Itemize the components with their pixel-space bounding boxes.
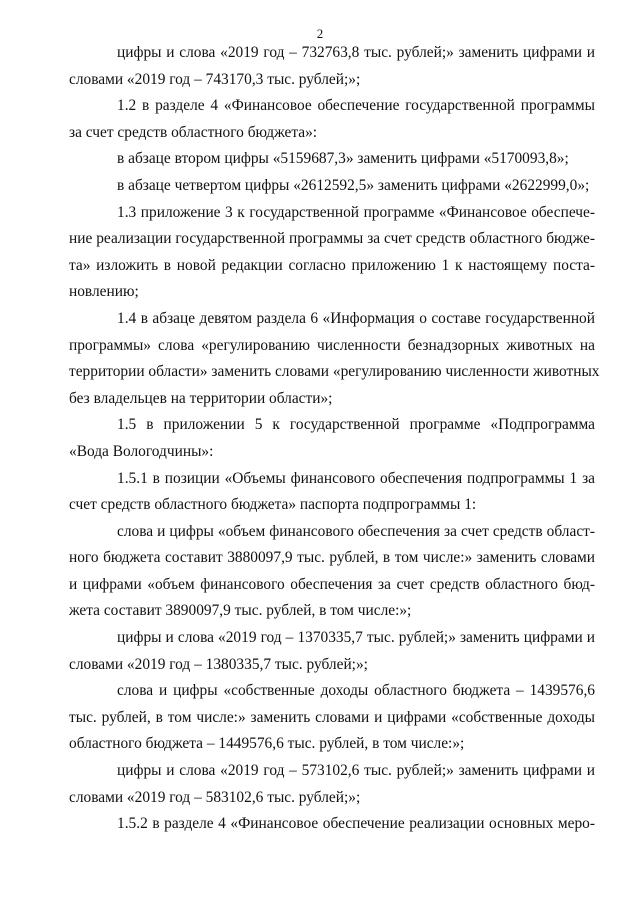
- text-line: в абзаце втором цифры «5159687,3» заменить цифрами «5170093,8»;: [117, 150, 569, 168]
- text-line: та» изложить в новой редакции согласно приложению 1 к настоящему поста-: [69, 256, 595, 274]
- paragraph: [69, 625, 595, 678]
- text-line: словами «2019 год – 583102,6 тыс. рублей;»;: [69, 788, 361, 806]
- page-number: 2: [316, 26, 324, 41]
- text-line: словами «2019 год – 1380335,7 тыс. рублей;»;: [69, 655, 368, 673]
- text-line: цифры и слова «2019 год – 1370335,7 тыс. рублей;» заменить цифрами и: [117, 629, 595, 647]
- text-line: ного бюджета составит 3880097,9 тыс. рублей, в том числе:» заменить словами: [69, 549, 595, 567]
- text-line: 1.3 приложение 3 к государственной программе «Финансовое обеспече-: [117, 203, 595, 221]
- text-line: цифры и слова «2019 год – 732763,8 тыс. рублей;» заменить цифрами и: [117, 44, 595, 61]
- text-line: территории области» заменить словами «регулированию численности животных: [69, 363, 600, 381]
- text-line: жета составит 3890097,9 тыс. рублей, в том числе:»;: [69, 602, 412, 620]
- text-line: за счет средств областного бюджета»:: [69, 123, 318, 141]
- paragraph: [69, 40, 595, 93]
- text-line: в абзаце четвертом цифры «2612592,5» заменить цифрами «2622999,0»;: [117, 176, 590, 194]
- text-line: слова и цифры «объем финансового обеспечения за счет средств област-: [117, 522, 595, 540]
- text-line: тыс. рублей, в том числе:» заменить словами и цифрами «собственные доходы: [69, 708, 595, 726]
- text-line: ние реализации государственной программы за счет средств областного бюдже-: [69, 230, 595, 248]
- text-line: 1.4 в абзаце девятом раздела 6 «Информация о составе государственной: [117, 309, 595, 327]
- document-body: [69, 40, 600, 838]
- text-line: новлению;: [69, 283, 139, 301]
- text-line: без владельцев на территории области»;: [69, 389, 333, 407]
- paragraph: [69, 173, 595, 200]
- paragraph: [69, 466, 595, 519]
- text-line: 1.5.1 в позиции «Объемы финансового обеспечения подпрограммы 1 за: [117, 469, 595, 487]
- text-line: счет средств областного бюджета» паспорта подпрограммы 1:: [69, 496, 477, 514]
- text-line: 1.5.2 в разделе 4 «Финансовое обеспечение реализации основных меро-: [117, 815, 595, 833]
- text-line: 1.5 в приложении 5 к государственной программе «Подпрограмма: [117, 416, 595, 434]
- text-line: «Вода Вологодчины»:: [69, 442, 214, 460]
- text-line: словами «2019 год – 743170,3 тыс. рублей;»;: [69, 70, 361, 88]
- paragraph: [69, 306, 600, 412]
- paragraph: [69, 93, 595, 146]
- paragraph: [69, 412, 595, 465]
- paragraph: [69, 758, 595, 811]
- text-line: цифры и слова «2019 год – 573102,6 тыс. рублей;» заменить цифрами и: [117, 762, 595, 780]
- text-line: областного бюджета – 1449576,6 тыс. рублей, в том числе:»;: [69, 735, 465, 753]
- text-line: программы» слова «регулированию численности безнадзорных животных на: [69, 336, 595, 354]
- paragraph: [69, 200, 595, 306]
- text-line: слова и цифры «собственные доходы областного бюджета – 1439576,6: [117, 682, 595, 700]
- text-line: 1.2 в разделе 4 «Финансовое обеспечение государственной программы: [117, 97, 595, 115]
- paragraph: [69, 678, 595, 758]
- paragraph: [69, 519, 595, 625]
- paragraph: [69, 146, 595, 173]
- paragraph: [69, 811, 595, 838]
- text-line: и цифрами «объем финансового обеспечения за счет средств областного бюд-: [69, 575, 595, 593]
